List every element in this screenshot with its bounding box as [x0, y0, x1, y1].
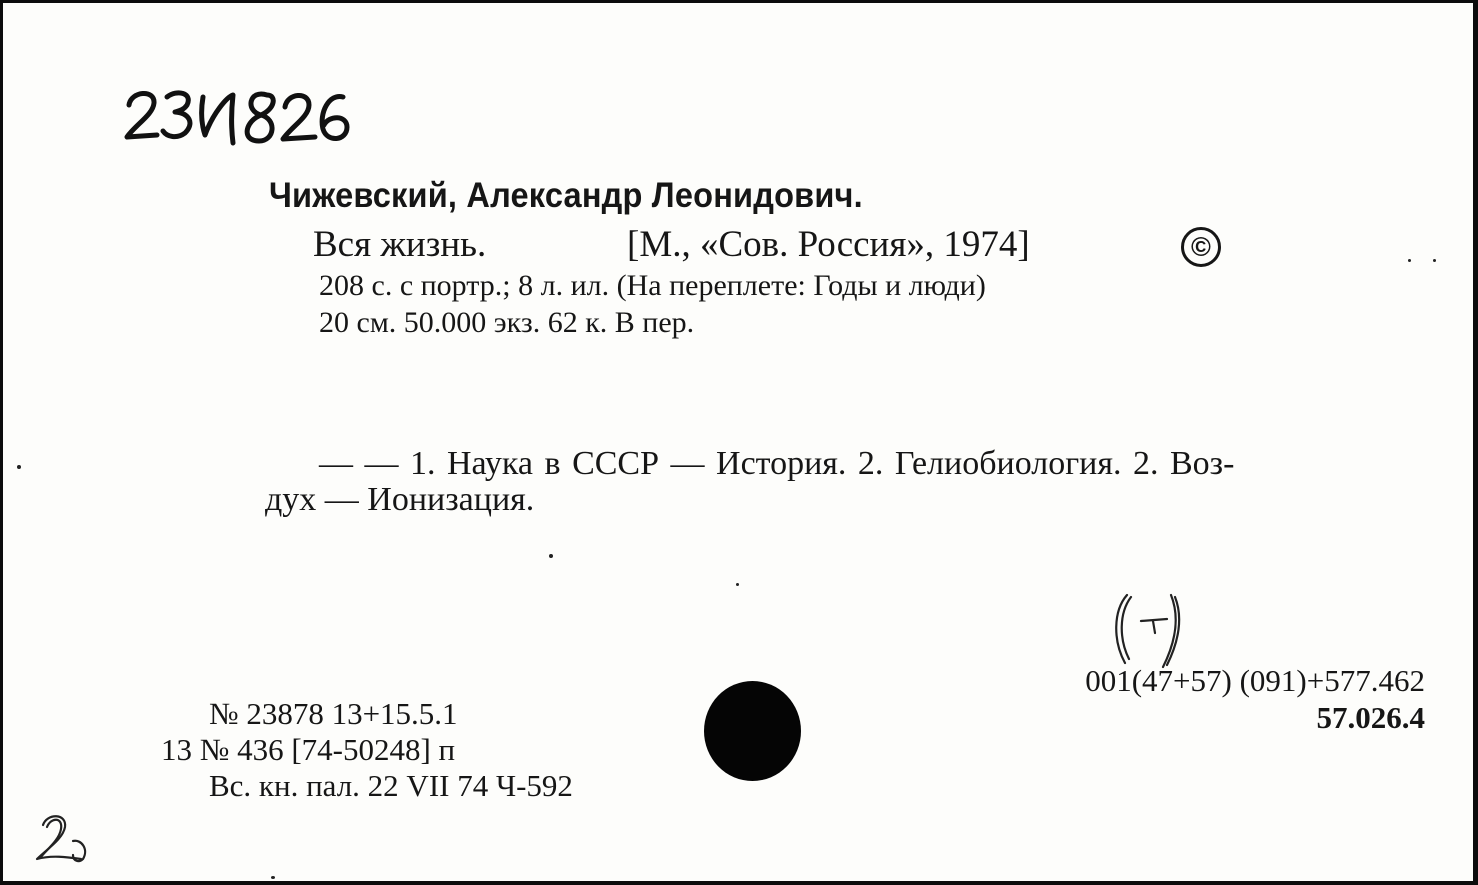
imprint: [М., «Сов. Россия», 1974] — [627, 224, 1030, 265]
handwritten-accession-number — [121, 83, 351, 153]
classification-line-2: 57.026.4 — [1316, 700, 1425, 735]
record-number-line-1: № 23878 13+15.5.1 — [209, 696, 458, 731]
classification-line-1: 001(47+57) (091)+577.462 — [1085, 663, 1425, 698]
ink-speck — [736, 583, 739, 586]
author-heading: Чижевский, Александр Леонидович. — [269, 176, 863, 215]
ink-speck — [549, 554, 553, 558]
ink-speck — [17, 465, 21, 469]
handwritten-annotation — [1105, 589, 1185, 671]
book-title: Вся жизнь. — [313, 224, 487, 265]
ink-speck — [1433, 259, 1436, 262]
ink-speck — [271, 876, 275, 879]
handwritten-corner-number — [33, 811, 95, 867]
subject-headings-line-1: — — 1. Наука в СССР — История. 2. Гелиобиология. 2. Воз- — [319, 445, 1235, 482]
punch-hole — [704, 681, 801, 781]
physical-description-line-1: 208 с. с портр.; 8 л. ил. (На переплете: Годы и люди) — [319, 269, 986, 302]
subject-headings-line-2: дух — Ионизация. — [265, 481, 535, 518]
title-line — [313, 223, 1211, 266]
book-chamber-registration: Вс. кн. пал. 22 VII 74 Ч-592 — [209, 768, 573, 803]
physical-description-line-2: 20 см. 50.000 экз. 62 к. В пер. — [319, 306, 695, 339]
ink-speck — [1408, 259, 1411, 262]
record-number-line-2: 13 № 436 [74-50248] п — [161, 732, 456, 767]
copyright-symbol: © — [1181, 227, 1221, 267]
